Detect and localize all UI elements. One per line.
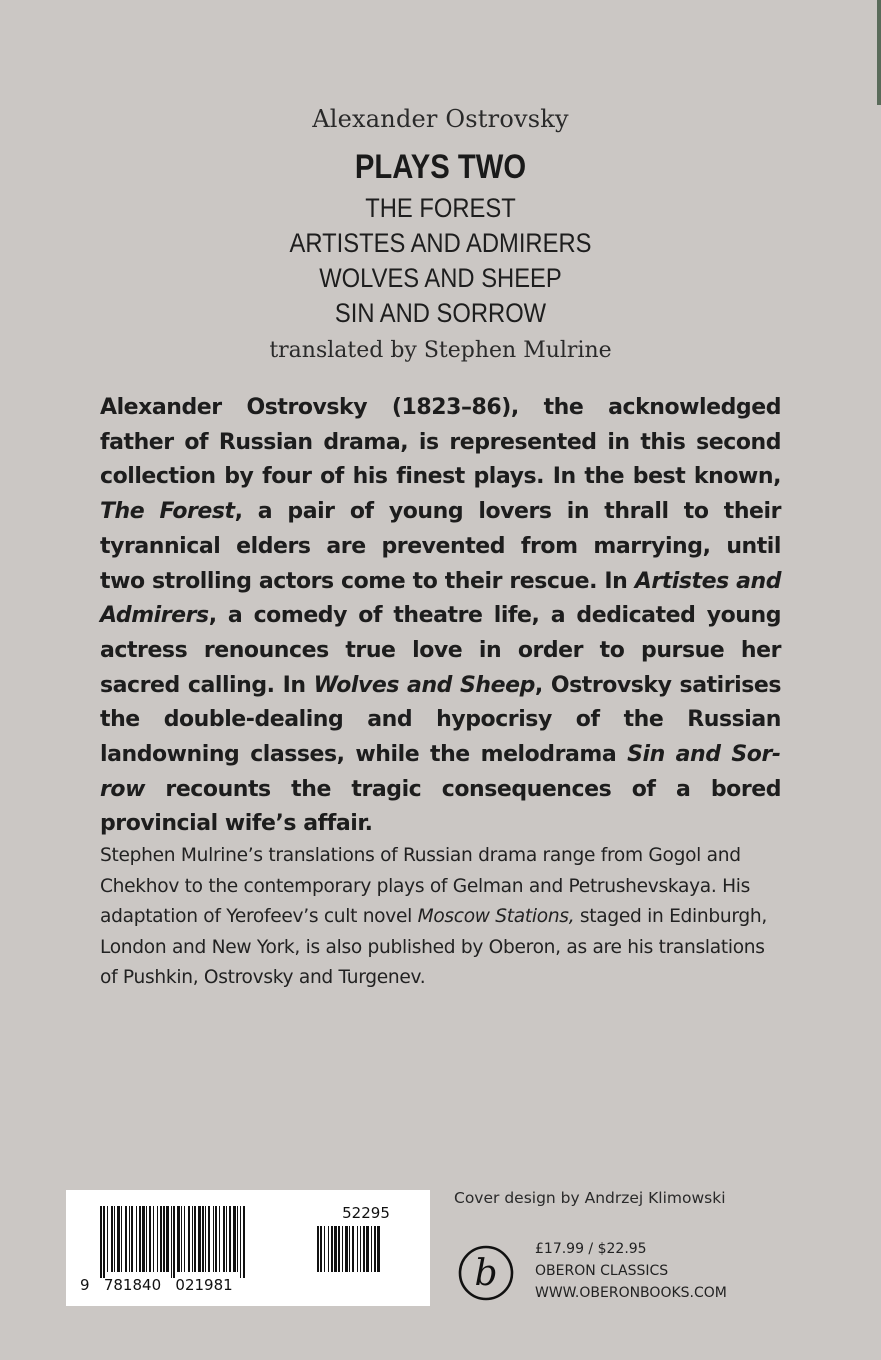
barcode-bar [157,1206,158,1272]
bio-text: Stephen Mulrine’s translations of Russian drama range from Gogol and Chekhov to the contemporary plays of Gelman and Petrushevskaya. His adaptation of Yerofeev’s cult novel [100,845,751,927]
barcode-bar [181,1206,182,1272]
barcode-bar [153,1206,154,1272]
barcode-bar [160,1206,162,1272]
barcode-bar [324,1226,325,1272]
barcode-bar [139,1206,141,1272]
barcode-bar [374,1226,376,1272]
barcode-bar [229,1206,231,1272]
barcode-bar [320,1226,322,1272]
barcode-bar [223,1206,225,1272]
barcode-bar [215,1206,217,1272]
play-list [0,191,881,331]
publisher-website: WWW.OBERONBOOKS.COM [535,1285,727,1301]
barcode-bar [194,1206,196,1272]
barcode-bar [205,1206,206,1272]
barcode-bar [117,1206,120,1272]
barcode-bar [349,1226,350,1272]
barcode-bar [334,1226,337,1272]
cover-header [0,95,881,371]
barcode-bar [240,1206,241,1278]
book-blurb [100,391,781,842]
barcode-bar [107,1206,108,1272]
barcode-bar [163,1206,165,1272]
barcode-bar [226,1206,227,1272]
play-title: WOLVES AND SHEEP [319,263,562,293]
barcode-bar [149,1206,151,1272]
barcode-bar [166,1206,169,1272]
barcode-bar [146,1206,147,1272]
barcode-bar [131,1206,133,1272]
barcode-bar [328,1226,329,1272]
barcode-bar [177,1206,180,1272]
blurb-text: , a comedy of theatre life, a dedicated young actress renounces true love in order to pursue her sacred calling. In [100,603,781,698]
play-title: ARTISTES AND ADMIRERS [289,228,592,258]
blurb-play-title: Wolves and Sheep [313,672,535,698]
barcode-bar [188,1206,190,1272]
barcode-bar [352,1226,354,1272]
bio-text: staged in Edinburgh, London and New York, is also published by Oberon, as are his translations of Pushkin, Ostrovsky and Turgenev. [100,906,768,988]
barcode-bar [237,1206,238,1272]
barcode-bar [198,1206,201,1272]
barcode-bar [111,1206,113,1272]
barcode-addon-digits: 52295 [342,1204,390,1222]
cover-design-credit: Cover design by Andrzej Klimowski [454,1189,726,1207]
barcode-bar [100,1206,102,1278]
barcode-bar [184,1206,185,1272]
barcode-bar [243,1206,245,1278]
barcode-bar [121,1206,122,1272]
barcode-bar [357,1226,358,1272]
barcode-bar [142,1206,145,1272]
barcode-bar [345,1226,348,1272]
barcode-bar [371,1226,372,1272]
barcode-bar [114,1206,115,1272]
book-title: PLAYS TWO [354,148,527,186]
price: £17.99 / $22.95 [535,1241,647,1257]
blurb-text: recounts the tragic consequences of a bored provincial wife’s affair. [100,776,781,837]
barcode-bar [317,1226,319,1272]
barcode-bar [360,1226,361,1272]
publisher-info [535,1238,727,1304]
blurb-play-title: Sin and Sorrow [100,742,781,802]
translator-credit: translated by Stephen Mulrine [269,338,612,363]
barcode-bar [219,1206,220,1272]
barcode-bar [377,1226,380,1272]
barcode-bar [202,1206,204,1272]
barcode-bar [233,1206,236,1272]
imprint-name: OBERON CLASSICS [535,1263,669,1279]
blurb-play-title: Artistes and Admirers [100,568,781,629]
barcode-bar [366,1226,369,1272]
barcode-bar [338,1226,340,1272]
barcode-bar [192,1206,193,1272]
oberon-b-logo-icon [457,1244,515,1302]
barcode-bar [125,1206,127,1272]
barcode-bar [342,1226,343,1272]
barcode-bar [331,1226,333,1272]
barcode-bar [103,1206,105,1278]
translator-bio [100,841,781,994]
logo-glyph: b [474,1253,498,1294]
bio-novel-title: Moscow Stations, [417,906,575,927]
barcode-bar [213,1206,214,1272]
play-title: SIN AND SORROW [334,298,547,328]
blurb-text: Alexander Ostrovsky (1823–86), the acknowledged father of Russian drama, is represented in this second collection by four of his finest plays. In the best known, [100,395,781,490]
author-name: Alexander Ostrovsky [312,105,569,133]
blurb-play-title: The Forest [100,499,235,525]
barcode-bar [171,1206,172,1278]
isbn-digits: 9 781840 021981 [80,1276,233,1294]
barcode-bar [136,1206,137,1272]
barcode-bar [173,1206,175,1278]
barcode-bar [129,1206,130,1272]
barcode-icon [100,1206,332,1278]
barcode-bar [363,1226,365,1272]
spine-edge-mark [877,0,881,105]
play-title: THE FOREST [365,193,516,223]
barcode-panel [66,1190,430,1306]
blurb-text: , Ostrovsky satirises the double-dealing and hypocrisy of the Russian landowning classes, while the melodrama [100,672,782,768]
barcode-bar [208,1206,210,1272]
blurb-text: , a pair of young lovers in thrall to their tyrannical elders are prevented from marrying, until two strolling actors come to their rescue. In [100,499,782,594]
barcode-addon-icon [317,1226,414,1278]
